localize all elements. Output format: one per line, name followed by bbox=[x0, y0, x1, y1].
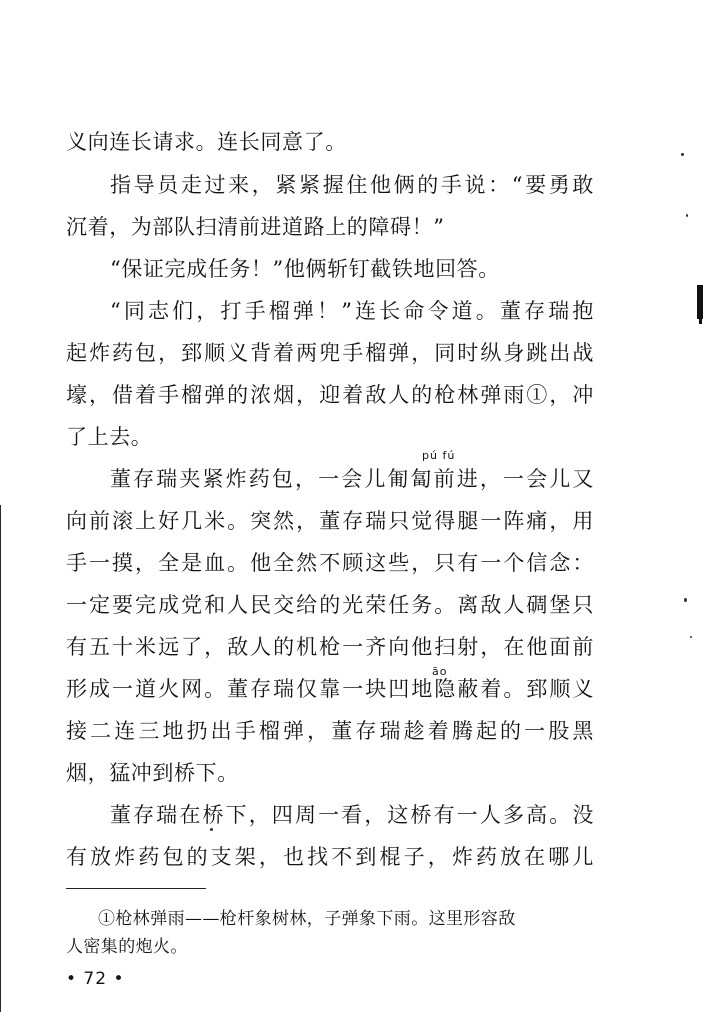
body-line-4: “保证完成任务！”他俩斩钉截铁地回答。 bbox=[110, 257, 500, 281]
pinyin-ao: āo bbox=[432, 665, 448, 678]
body-line-5: “同志们，打手榴弹！”连长命令道。董存瑞抱 bbox=[110, 299, 594, 323]
body-line-13: 有五十米远了，敌人的机枪一齐向他扫射，在他面前 bbox=[66, 635, 594, 659]
scan-speck bbox=[210, 828, 213, 831]
body-line-17: 董存瑞在桥下，四周一看，这桥有一人多高。没 bbox=[110, 803, 594, 827]
body-line-3: 沉着，为部队扫清前进道路上的障碍！” bbox=[66, 215, 445, 239]
body-line-18: 有放炸药包的支架，也找不到棍子，炸药放在哪儿 bbox=[66, 845, 594, 869]
footnote-line-2: 人密集的炮火。 bbox=[66, 937, 188, 957]
scan-speck bbox=[686, 214, 688, 217]
body-line-9: 董存瑞夹紧炸药包，一会儿匍匐前进，一会儿又 bbox=[110, 467, 594, 491]
page-number: • 72 • bbox=[66, 969, 125, 989]
body-line-1: 义向连长请求。连长同意了。 bbox=[66, 130, 347, 154]
pinyin-pufu: pú fú bbox=[422, 449, 456, 462]
scan-speck bbox=[684, 598, 687, 602]
scan-speck bbox=[681, 153, 684, 156]
body-line-10: 向前滚上好几米。突然，董存瑞只觉得腿一阵痛，用 bbox=[66, 509, 594, 533]
footnote-rule bbox=[66, 888, 206, 889]
body-line-6: 起炸药包，郅顺义背着两兜手榴弹，同时纵身跳出战 bbox=[66, 341, 594, 365]
body-line-2: 指导员走过来，紧紧握住他俩的手说：“要勇敢 bbox=[110, 173, 594, 197]
binding-mark bbox=[697, 285, 703, 319]
body-line-7: 壕，借着手榴弹的浓烟，迎着敌人的枪林弹雨①，冲 bbox=[66, 383, 594, 407]
scan-edge-line bbox=[0, 505, 1, 1012]
body-line-15: 接二连三地扔出手榴弹，董存瑞趁着腾起的一股黑 bbox=[66, 719, 594, 743]
footnote-line-1: ①枪林弹雨——枪杆象树林，子弹象下雨。这里形容敌 bbox=[98, 909, 516, 929]
body-line-8: 了上去。 bbox=[66, 425, 153, 449]
body-line-14: 形成一道火网。董存瑞仅靠一块凹地隐蔽着。郅顺义 bbox=[66, 677, 594, 701]
body-line-12: 一定要完成党和人民交给的光荣任务。离敌人碉堡只 bbox=[66, 593, 594, 617]
binding-mark-tail bbox=[699, 318, 702, 324]
body-line-16: 烟，猛冲到桥下。 bbox=[66, 761, 239, 785]
body-line-11: 手一摸，全是血。他全然不顾这些，只有一个信念： bbox=[66, 551, 594, 575]
scan-speck bbox=[690, 636, 692, 638]
